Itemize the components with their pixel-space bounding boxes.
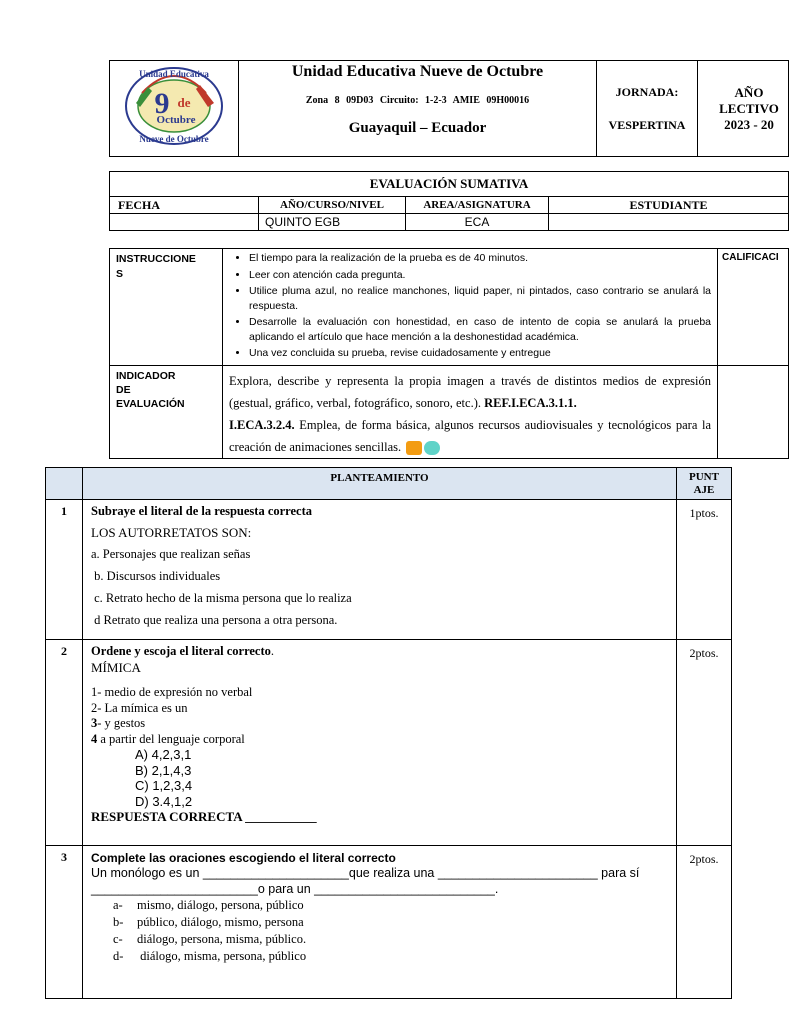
instruction-item: • Utilice pluma azul, no realice manchones, liquid paper, ni pintados, caso contrario se anulará la respuesta. xyxy=(249,284,711,313)
chat-icon xyxy=(424,441,440,455)
indicator-code-2: I.ECA.3.2.4. xyxy=(229,417,295,432)
indicator-label xyxy=(110,365,223,458)
question-points: 1ptos. xyxy=(677,500,732,640)
number-header xyxy=(46,468,83,500)
order-item-number: 2 xyxy=(91,700,98,715)
option-d[interactable] xyxy=(113,948,668,965)
order-item-number: 1 xyxy=(91,685,98,699)
puntaje-header xyxy=(677,468,732,500)
order-item-text: a partir del lenguaje corporal xyxy=(97,731,245,746)
order-item xyxy=(91,685,668,701)
questions-table xyxy=(45,467,732,999)
calificacion-value[interactable] xyxy=(718,365,789,458)
distrito-text: 09D03 xyxy=(346,95,374,106)
instructions-cell xyxy=(223,249,718,366)
estudiante-value[interactable] xyxy=(549,214,789,231)
question-subtitle: LOS AUTORRETATOS SON: xyxy=(91,525,252,540)
option-b[interactable]: B) 2,1,4,3 xyxy=(135,762,192,778)
indicator-label-line-1: INDICADOR xyxy=(116,369,176,382)
curso-header: AÑO/CURSO/NIVEL xyxy=(259,197,406,214)
option-d[interactable]: d Retrato que realiza una persona a otra persona. xyxy=(91,613,338,627)
anio-lectivo-cell xyxy=(698,61,789,157)
jornada-label: JORNADA: xyxy=(615,84,679,99)
correct-answer-line[interactable]: RESPUESTA CORRECTA ___________ xyxy=(91,809,317,824)
lectivo-label: LECTIVO xyxy=(719,100,779,116)
logo-text-bottom: Nueve de Octubre xyxy=(139,134,209,144)
option-a[interactable] xyxy=(113,897,668,914)
instructions-table xyxy=(109,248,789,459)
puntaje-header-line-1: PUNT xyxy=(689,470,719,483)
question-word: MÍMICA xyxy=(91,659,141,675)
school-city: Guayaquil – Ecuador xyxy=(348,120,487,136)
instruction-item: • Una vez concluida su prueba, revise cuidadosamente y entregue xyxy=(249,346,711,361)
school-name: Unidad Educativa Nueve de Octubre xyxy=(291,63,544,80)
logo-text-number: 9 xyxy=(154,87,170,120)
instruction-item: • Desarrolle la evaluación con honestidad, en caso de intento de copia se anulará la prueba aplicando el artículo que hace mención a la deshonestidad académica. xyxy=(249,315,711,344)
order-item-number: 3 xyxy=(91,716,98,730)
area-value: ECA xyxy=(406,214,549,231)
order-item-text: - medio de expresión no verbal xyxy=(97,685,253,699)
fecha-header: FECHA xyxy=(110,197,259,214)
logo-cell xyxy=(110,61,239,157)
order-item-number: 4 xyxy=(91,731,98,746)
order-item xyxy=(91,701,668,717)
question-row-2 xyxy=(46,640,732,846)
indicator-label-line-2: DE xyxy=(116,383,131,396)
indicator-text-1: Explora, describe y representa la propia imagen a través de distintos medios de expresión (gestual, gráfico, verbal, fotográfico, sonoro, etc.). xyxy=(229,373,711,410)
evaluation-table xyxy=(109,171,789,231)
option-c[interactable]: c. Retrato hecho de la misma persona que lo realiza xyxy=(91,591,352,605)
fill-line-1[interactable]: Un monólogo es un _____________________que realiza una _______________________ para sí xyxy=(91,866,640,880)
calificacion-header: CALIFICACI xyxy=(718,249,789,366)
question-title: Complete las oraciones escogiendo el literal correcto xyxy=(91,851,396,865)
answer-options xyxy=(91,747,668,809)
question-number: 2 xyxy=(46,640,83,846)
logo-text-month: Octubre xyxy=(156,114,196,126)
option-a[interactable]: a. Personajes que realizan señas xyxy=(91,547,251,561)
instructions-list xyxy=(223,249,717,365)
option-c[interactable]: C) 1,2,3,4 xyxy=(135,778,193,793)
logo-text-de: de xyxy=(177,95,191,110)
amie-text: AMIE 09H00016 xyxy=(452,95,530,106)
anio-label: AÑO xyxy=(734,84,764,100)
question-row-3 xyxy=(46,846,732,999)
order-item-text: - La mímica es un xyxy=(97,700,188,715)
instruction-item: • El tiempo para la realización de la prueba es de 40 minutos. xyxy=(249,251,711,266)
fecha-value[interactable] xyxy=(110,214,259,231)
option-letter: c- xyxy=(113,932,123,946)
option-text: mismo, diálogo, persona, público xyxy=(137,898,304,912)
school-logo-icon xyxy=(122,63,226,149)
indicator-cell xyxy=(223,365,718,458)
header-table xyxy=(109,60,789,157)
option-b[interactable]: b. Discursos individuales xyxy=(91,569,221,583)
question-title-end: . xyxy=(270,644,275,658)
indicator-ref: REF.I.ECA.3.1.1. xyxy=(484,395,577,410)
instruction-item: • Leer con atención cada pregunta. xyxy=(249,268,711,283)
monitor-icon xyxy=(406,441,422,455)
question-number: 1 xyxy=(46,500,83,640)
option-letter: a- xyxy=(113,898,123,912)
school-codes xyxy=(239,95,596,106)
jornada-cell xyxy=(597,61,698,157)
circuito-text: Circuito: 1-2-3 xyxy=(379,95,447,106)
instructions-label xyxy=(110,249,223,366)
answer-options xyxy=(91,897,668,965)
option-b[interactable] xyxy=(113,914,668,931)
school-info-cell xyxy=(239,61,597,157)
option-letter: d- xyxy=(113,949,124,963)
planteamiento-header: PLANTEAMIENTO xyxy=(83,468,677,500)
indicator-text-2: Emplea, de forma básica, algunos recursos audiovisuales y tecnológicos para la creación de animaciones sencillas. xyxy=(229,417,711,454)
evaluation-title: EVALUACIÓN SUMATIVA xyxy=(110,172,789,197)
option-d[interactable]: D) 3.4,1,2 xyxy=(135,793,193,809)
option-letter: b- xyxy=(113,915,124,929)
question-body xyxy=(83,846,677,999)
question-title: Ordene y escoja el literal correcto xyxy=(91,644,271,658)
option-text: público, diálogo, mismo, persona xyxy=(137,915,304,929)
estudiante-header: ESTUDIANTE xyxy=(549,197,789,214)
order-item xyxy=(91,716,668,732)
question-points: 2ptos. xyxy=(677,640,732,846)
indicator-text xyxy=(223,366,717,458)
order-item-text: - y gestos xyxy=(97,716,146,730)
option-a[interactable]: A) 4,2,3,1 xyxy=(135,747,192,762)
question-points: 2ptos. xyxy=(677,846,732,999)
option-text: diálogo, persona, misma, público. xyxy=(137,932,307,946)
puntaje-header-line-2: AJE xyxy=(693,483,715,496)
question-row-1 xyxy=(46,500,732,640)
jornada-value: VESPERTINA xyxy=(608,117,686,132)
zona-text: Zona 8 xyxy=(305,95,340,106)
question-body xyxy=(83,500,677,640)
indicator-label-line-3: EVALUACIÓN xyxy=(116,397,185,410)
anio-value: 2023 - 20 xyxy=(724,116,774,132)
order-item xyxy=(91,732,668,748)
option-text: diálogo, misma, persona, público xyxy=(137,949,307,963)
instructions-label-line-2: S xyxy=(116,268,124,280)
instructions-label-line-1: INSTRUCCIONE xyxy=(116,253,196,265)
question-title-line xyxy=(91,644,668,660)
question-body xyxy=(83,640,677,846)
question-title: Subraye el literal de la respuesta correcta xyxy=(91,504,313,518)
area-header: AREA/ASIGNATURA xyxy=(406,197,549,214)
curso-value: QUINTO EGB xyxy=(259,214,406,231)
question-number: 3 xyxy=(46,846,83,999)
option-c[interactable] xyxy=(113,931,668,948)
logo-text-top: Unidad Educativa xyxy=(139,69,209,79)
fill-line-2[interactable]: ________________________o para un __________________________. xyxy=(91,882,499,896)
